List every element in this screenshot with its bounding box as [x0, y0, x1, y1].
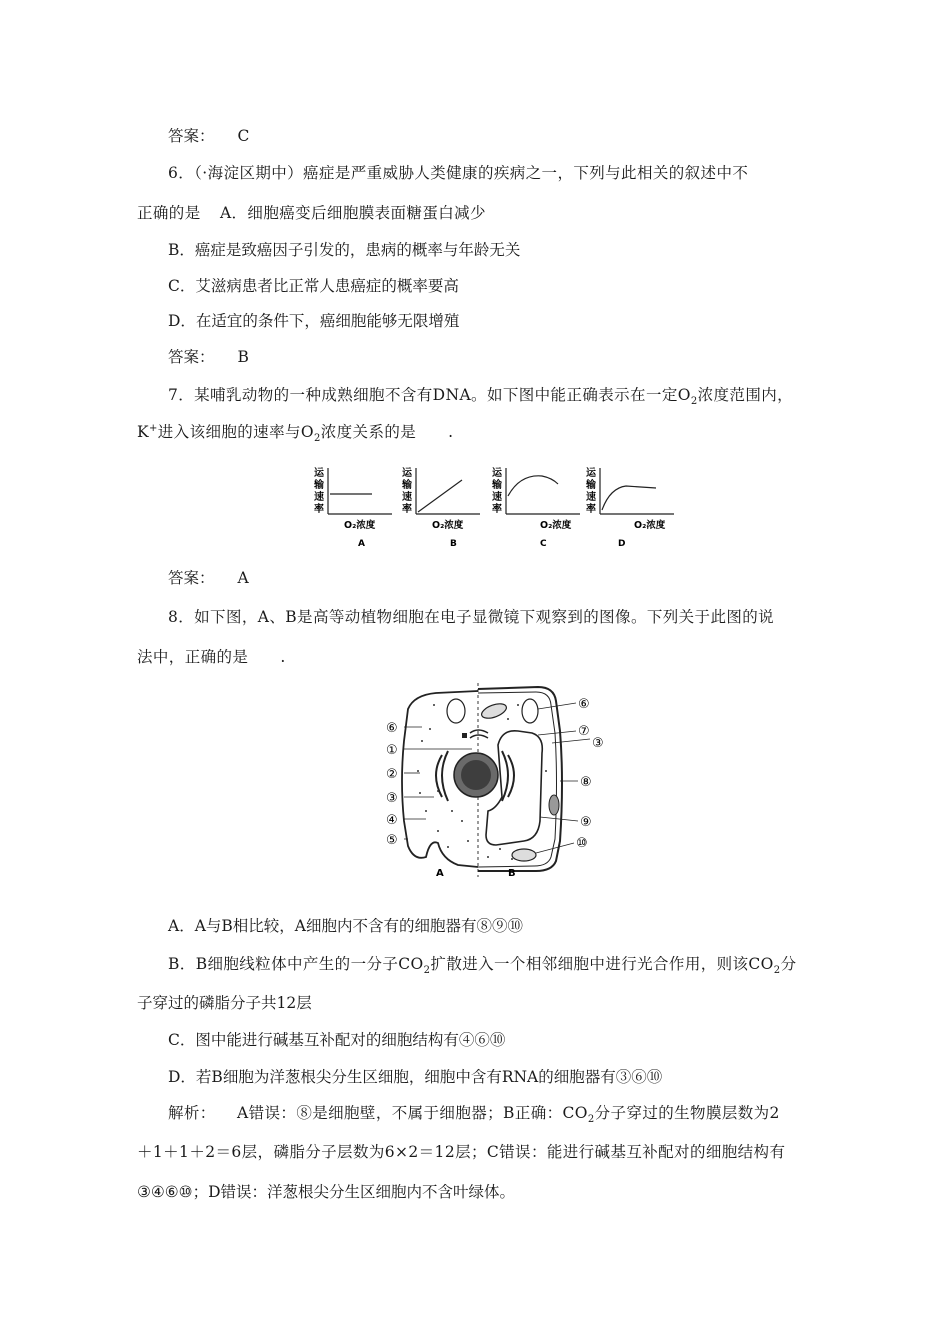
- q8-option-b-line1: [168, 953, 796, 975]
- label-2: ②: [386, 767, 398, 782]
- ylabel-char: 率: [314, 504, 324, 515]
- xlabel: O₂浓度: [540, 520, 572, 531]
- label-a: A: [436, 868, 444, 879]
- ylabel-char: 运: [314, 468, 324, 479]
- q7-stem2-end: .: [448, 423, 454, 441]
- q8-optb-text-c: 分: [780, 955, 797, 973]
- chart-d: [584, 466, 676, 550]
- label-b: B: [508, 868, 516, 879]
- chart-label: C: [540, 539, 547, 549]
- nucleolus: [461, 760, 491, 790]
- ylabel-char: 输: [402, 480, 412, 491]
- golgi: [470, 730, 488, 738]
- label-6: ⑥: [578, 697, 590, 712]
- q6-option-d: D．在适宜的条件下，癌细胞能够无限增殖: [168, 312, 460, 330]
- right-labels: [576, 697, 604, 851]
- ylabel-char: 输: [314, 480, 324, 491]
- ylabel-char: 速: [402, 492, 412, 503]
- ylabel: [313, 466, 325, 515]
- left-labels: [386, 721, 398, 848]
- chart-label: A: [358, 539, 365, 549]
- chloroplast: [512, 849, 536, 861]
- analysis-sub: 2: [587, 1114, 595, 1126]
- cell-diagram: [378, 681, 614, 879]
- ylabel-char: 速: [314, 492, 324, 503]
- label-10: ⑩: [576, 836, 588, 851]
- answer-label: 答案：: [168, 348, 215, 366]
- label-3: ③: [592, 736, 604, 751]
- answer-label: 答案：: [168, 127, 215, 145]
- curve-linear: [418, 480, 462, 512]
- xlabel: O₂浓度: [344, 520, 376, 531]
- ylabel: [491, 466, 503, 515]
- ylabel: [585, 466, 597, 515]
- answer-value: B: [237, 348, 249, 366]
- label-8: ⑧: [580, 775, 592, 790]
- answer-value: A: [237, 569, 249, 587]
- q7-subscript: 2: [690, 396, 698, 408]
- chart-a: [312, 466, 392, 550]
- q7-stem2-text-b: 进入该细胞的速率与O: [157, 423, 314, 441]
- ylabel-char: 率: [586, 504, 596, 515]
- xlabel: O₂浓度: [634, 520, 666, 531]
- ylabel-char: 速: [586, 492, 596, 503]
- ylabel-char: 运: [402, 468, 412, 479]
- chart-c: [490, 466, 582, 550]
- centriole: [462, 733, 467, 738]
- chart-label: B: [450, 539, 457, 549]
- q8-option-d: D．若B细胞为洋葱根尖分生区细胞，细胞中含有RNA的细胞器有③⑥⑩: [168, 1068, 663, 1086]
- q6-answer: [168, 346, 249, 368]
- q8-stem2-end: .: [280, 648, 286, 666]
- q8-stem-line2: [137, 646, 286, 668]
- analysis-text-a: A错误：⑧是细胞壁，不属于细胞器；B正确：CO: [237, 1104, 588, 1122]
- q6-option-b: B．癌症是致癌因子引发的，患病的概率与年龄无关: [168, 241, 521, 259]
- analysis-text-b: 分子穿过的生物膜层数为2: [594, 1104, 780, 1122]
- q6-stem-line2: [137, 202, 486, 224]
- label-5: ⑤: [386, 833, 398, 848]
- ylabel-char: 运: [492, 468, 502, 479]
- q8-optb-text-a: B．B细胞线粒体中产生的一分子CO: [168, 955, 424, 973]
- answer-label: 答案：: [168, 569, 215, 587]
- curve-rise-plateau: [508, 476, 558, 496]
- curve-rise-plateau-offset: [602, 486, 656, 510]
- q8-stem2-text: 法中，正确的是: [137, 648, 249, 666]
- q7-stem-line1: [168, 384, 793, 406]
- q7-answer: [168, 567, 249, 589]
- q5-answer: [168, 125, 249, 147]
- q7-stem-line2: [137, 421, 453, 443]
- ylabel-char: 速: [492, 492, 502, 503]
- ylabel-char: 输: [586, 480, 596, 491]
- mitochondrion: [447, 699, 465, 723]
- xlabel: O₂浓度: [432, 520, 464, 531]
- q7-stem2-text-c: 浓度关系的是: [320, 423, 417, 441]
- q8-option-a: A．A与B相比较，A细胞内不含有的细胞器有⑧⑨⑩: [168, 917, 523, 935]
- q6-stem-line2-text: 正确的是: [137, 204, 201, 222]
- label-6: ⑥: [386, 721, 398, 736]
- chart-b: [400, 466, 480, 550]
- chloroplast: [549, 795, 559, 815]
- ylabel-char: 运: [586, 468, 596, 479]
- ylabel-char: 率: [492, 504, 502, 515]
- label-1: ①: [386, 743, 398, 758]
- q8-stem-line1: 8．如下图，A、B是高等动植物细胞在电子显微镜下观察到的图像。下列关于此图的说: [168, 608, 775, 626]
- q7-stem-text-b: 浓度范围内，: [697, 386, 794, 404]
- label-4: ④: [386, 813, 398, 828]
- ylabel-char: 率: [402, 504, 412, 515]
- chart-label: D: [618, 539, 626, 549]
- analysis-label: 解析：: [168, 1104, 216, 1122]
- q8-optb-sub1: 2: [423, 965, 431, 977]
- q8-optb-sub2: 2: [773, 965, 781, 977]
- ylabel-char: 输: [492, 480, 502, 491]
- q8-analysis-line2: ＋1＋1＋2＝6层，磷脂分子层数为6×2＝12层；C错误：能进行碱基互补配对的细胞结构有: [137, 1143, 786, 1161]
- er-arc: [442, 751, 448, 801]
- q7-stem2-text-a: K: [137, 423, 149, 441]
- q8-optb-text-b: 扩散进入一个相邻细胞中进行光合作用，则该CO: [430, 955, 774, 973]
- q8-option-c: C．图中能进行碱基互补配对的细胞结构有④⑥⑩: [168, 1031, 506, 1049]
- q6-stem-line1: 6．（·海淀区期中）癌症是严重威胁人类健康的疾病之一，下列与此相关的叙述中不: [168, 164, 749, 182]
- label-3: ③: [386, 791, 398, 806]
- q7-superscript: +: [148, 422, 158, 434]
- q6-option-c: C．艾滋病患者比正常人患癌症的概率要高: [168, 277, 459, 295]
- q7-subscript2: 2: [313, 433, 321, 445]
- ylabel: [401, 466, 413, 515]
- answer-value: C: [237, 127, 250, 145]
- label-7: ⑦: [578, 724, 590, 739]
- q8-analysis-line3: ③④⑥⑩；D错误：洋葱根尖分生区细胞内不含叶绿体。: [137, 1183, 516, 1201]
- q8-option-b-line2: 子穿过的磷脂分子共12层: [137, 994, 312, 1012]
- chloroplast: [480, 701, 509, 721]
- q6-option-a: A．细胞癌变后细胞膜表面糖蛋白减少: [219, 204, 486, 222]
- q7-stem-text-a: 7．某哺乳动物的一种成熟细胞不含有DNA。如下图中能正确表示在一定O: [168, 386, 691, 404]
- mitochondrion: [522, 699, 538, 723]
- q8-analysis-line1: [168, 1102, 780, 1124]
- label-9: ⑨: [580, 815, 592, 830]
